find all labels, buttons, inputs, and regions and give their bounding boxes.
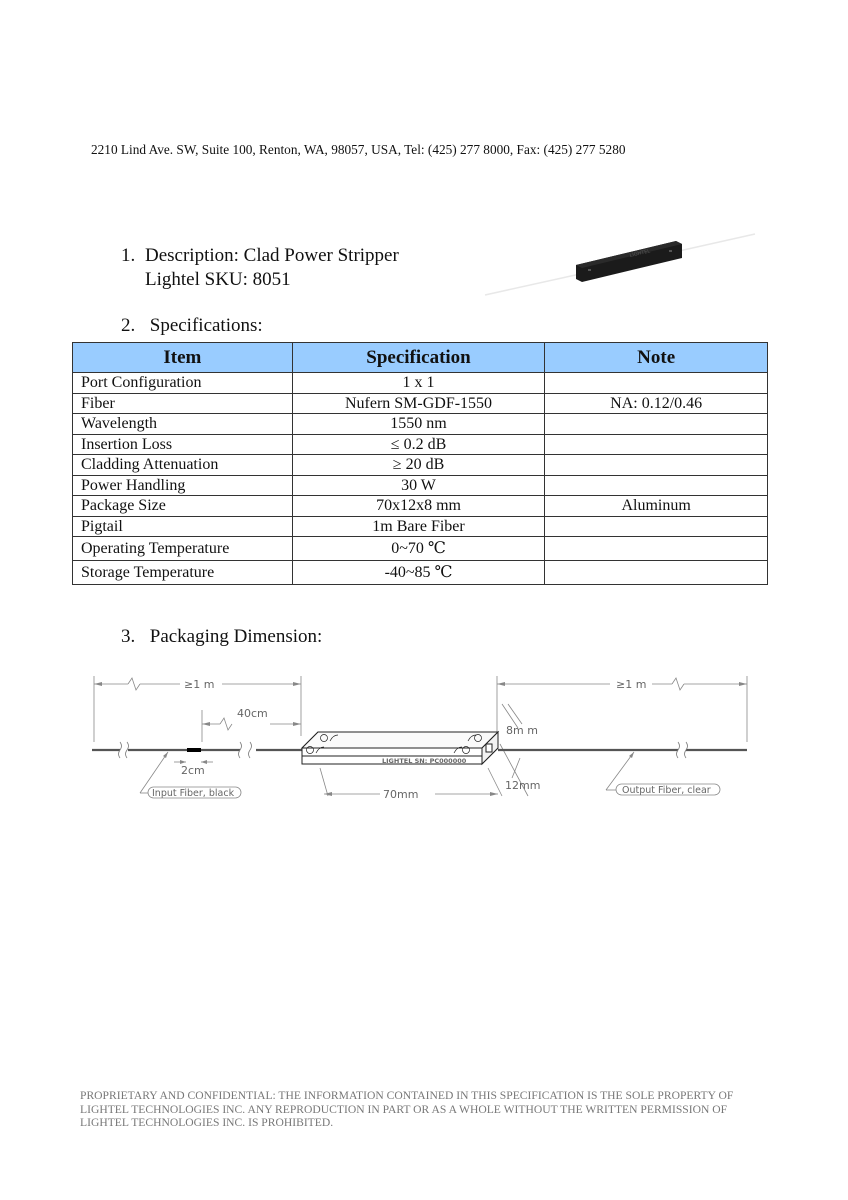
cell-spec: ≥ 20 dB bbox=[292, 455, 545, 476]
cell-spec: 70x12x8 mm bbox=[292, 496, 545, 517]
cell-note bbox=[545, 373, 768, 394]
cell-note bbox=[545, 455, 768, 476]
height-dimension-label: 8m m bbox=[506, 724, 538, 737]
section-title: Specifications: bbox=[149, 315, 263, 336]
column-header-note: Note bbox=[545, 343, 768, 373]
table-row bbox=[73, 455, 768, 476]
cell-note bbox=[545, 561, 768, 585]
column-header-item: Item bbox=[73, 343, 293, 373]
table-row bbox=[73, 414, 768, 435]
width-dimension-label: 12mm bbox=[505, 779, 541, 792]
svg-text:LIGHTEL: LIGHTEL bbox=[629, 248, 651, 259]
section-specifications bbox=[121, 315, 263, 337]
table-row bbox=[73, 496, 768, 517]
footer-line: LIGHTEL TECHNOLOGIES INC. IS PROHIBITED. bbox=[80, 1116, 334, 1129]
cell-item: Wavelength bbox=[73, 414, 293, 435]
table-row bbox=[73, 516, 768, 537]
cell-item: Operating Temperature bbox=[73, 537, 293, 561]
cell-note bbox=[545, 434, 768, 455]
product-sku: Lightel SKU: 8051 bbox=[145, 269, 291, 290]
section-description bbox=[121, 245, 399, 267]
column-header-specification: Specification bbox=[292, 343, 545, 373]
section-number: 1. bbox=[121, 245, 136, 266]
table-row bbox=[73, 434, 768, 455]
clad-power-stripper-photo-icon bbox=[480, 225, 760, 300]
company-address: 2210 Lind Ave. SW, Suite 100, Renton, WA, 98057, USA, Tel: (425) 277 8000, Fax: (425) 277 5280 bbox=[91, 142, 626, 157]
cell-item: Fiber bbox=[73, 393, 293, 414]
cell-item: Package Size bbox=[73, 496, 293, 517]
specifications-table bbox=[72, 342, 768, 585]
cell-item: Pigtail bbox=[73, 516, 293, 537]
marker-width-label: 2cm bbox=[181, 764, 205, 777]
marker-distance-label: 40cm bbox=[237, 707, 268, 720]
right-length-label: ≥1 m bbox=[616, 678, 647, 691]
cell-spec: 0~70 ℃ bbox=[292, 537, 545, 561]
cell-spec: -40~85 ℃ bbox=[292, 561, 545, 585]
cell-item: Port Configuration bbox=[73, 373, 293, 394]
table-row bbox=[73, 475, 768, 496]
cell-item: Insertion Loss bbox=[73, 434, 293, 455]
section-title: Packaging Dimension: bbox=[149, 626, 323, 647]
cell-item: Storage Temperature bbox=[73, 561, 293, 585]
section-number: 2. bbox=[121, 315, 136, 336]
cell-note: Aluminum bbox=[545, 496, 768, 517]
cell-note bbox=[545, 537, 768, 561]
cell-spec: 1 x 1 bbox=[292, 373, 545, 394]
cell-item: Power Handling bbox=[73, 475, 293, 496]
cell-spec: ≤ 0.2 dB bbox=[292, 434, 545, 455]
section-number: 3. bbox=[121, 626, 136, 647]
cell-spec: 1550 nm bbox=[292, 414, 545, 435]
section-packaging-dimension bbox=[121, 626, 322, 648]
output-fiber-label: Output Fiber, clear bbox=[622, 785, 711, 796]
cell-note bbox=[545, 414, 768, 435]
table-row bbox=[73, 537, 768, 561]
cell-note: NA: 0.12/0.46 bbox=[545, 393, 768, 414]
footer-line: LIGHTEL TECHNOLOGIES INC. ANY REPRODUCTION IN PART OR AS A WHOLE WITHOUT THE WRITTEN PERMISSION OF bbox=[80, 1102, 728, 1116]
cell-spec: 30 W bbox=[292, 475, 545, 496]
table-header-row bbox=[73, 343, 768, 373]
section-title: Description: Clad Power Stripper bbox=[145, 245, 399, 266]
cell-note bbox=[545, 475, 768, 496]
table-row bbox=[73, 393, 768, 414]
table-row bbox=[73, 373, 768, 394]
length-dimension-label: 70mm bbox=[383, 788, 419, 801]
footer-line: PROPRIETARY AND CONFIDENTIAL: THE INFORMATION CONTAINED IN THIS SPECIFICATION IS THE SOLE PROPERTY OF bbox=[80, 1089, 734, 1102]
table-row bbox=[73, 561, 768, 585]
cell-item: Cladding Attenuation bbox=[73, 455, 293, 476]
input-fiber-label: Input Fiber, black bbox=[152, 788, 235, 799]
confidentiality-notice bbox=[80, 1089, 760, 1130]
packaging-dimension-drawing bbox=[80, 668, 780, 808]
cell-note bbox=[545, 516, 768, 537]
package-label: LIGHTEL SN: PC000000 bbox=[382, 757, 467, 765]
cell-spec: Nufern SM-GDF-1550 bbox=[292, 393, 545, 414]
cell-spec: 1m Bare Fiber bbox=[292, 516, 545, 537]
left-length-label: ≥1 m bbox=[184, 678, 215, 691]
